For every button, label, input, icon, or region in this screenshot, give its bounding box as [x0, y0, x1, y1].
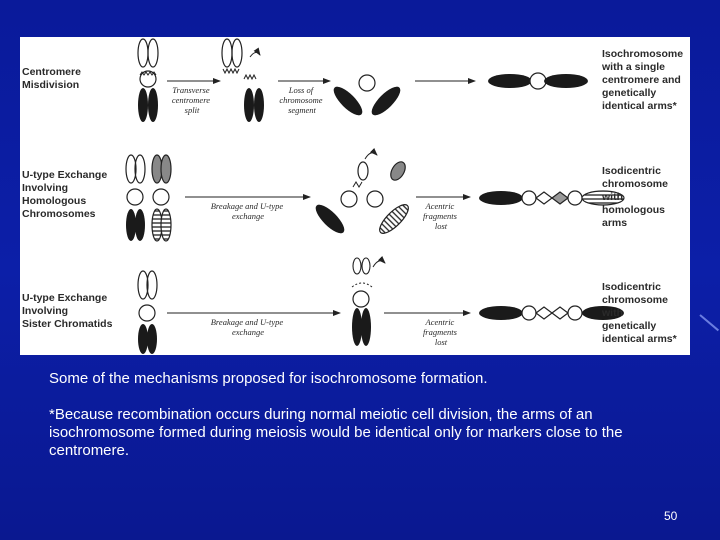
row3-chromosome-intact	[138, 271, 157, 354]
row1-step1-label: Transverse centromere split	[171, 85, 210, 115]
isochromosome-diagram	[20, 37, 690, 355]
caption	[49, 370, 689, 460]
row1-chromosome-intact	[138, 39, 158, 122]
decorative-line	[699, 314, 719, 331]
row1-chromosome-split	[222, 39, 264, 122]
row1-outcome: Isochromosome with a single centromere and genetically identical arms*	[602, 48, 684, 112]
row2-title: U-type Exchange Involving Homologous Chromosomes	[22, 169, 108, 220]
caption-footnote: *Because recombination occurs during normal meiotic cell division, the arms of an isochromosome formed during meiosis would be identical only for markers close to the centromere.	[49, 406, 623, 459]
figure-panel	[20, 37, 690, 355]
row3-outcome: Isodicentric chromosome with genetically identical arms*	[602, 281, 677, 345]
row1-step2-label: Loss of chromosome segment	[279, 85, 323, 115]
row3-step1-label: Breakage and U-type exchange	[210, 317, 284, 337]
row3-title: U-type Exchange Involving Sister Chromatids	[22, 292, 113, 330]
row2-exchange-intermediate	[312, 153, 413, 238]
row3-exchange-intermediate	[352, 258, 385, 346]
row2-outcome: Isodicentric chromosome with homologous arms	[602, 165, 668, 229]
row1-isochromosome-intermediate	[330, 75, 405, 119]
row3-step2-label: Acentric fragments lost	[422, 317, 457, 347]
caption-main: Some of the mechanisms proposed for isochromosome formation.	[49, 370, 488, 387]
row1-isochromosome-final	[488, 73, 588, 89]
row1-title: Centromere Misdivision	[22, 66, 81, 91]
row2-step2-label: Acentric fragments lost	[422, 201, 457, 231]
row2-step1-label: Breakage and U-type exchange	[210, 201, 284, 221]
row2-homolog-dark	[126, 155, 145, 241]
row2-homolog-striped	[152, 155, 171, 241]
page-number: 50	[664, 509, 678, 523]
